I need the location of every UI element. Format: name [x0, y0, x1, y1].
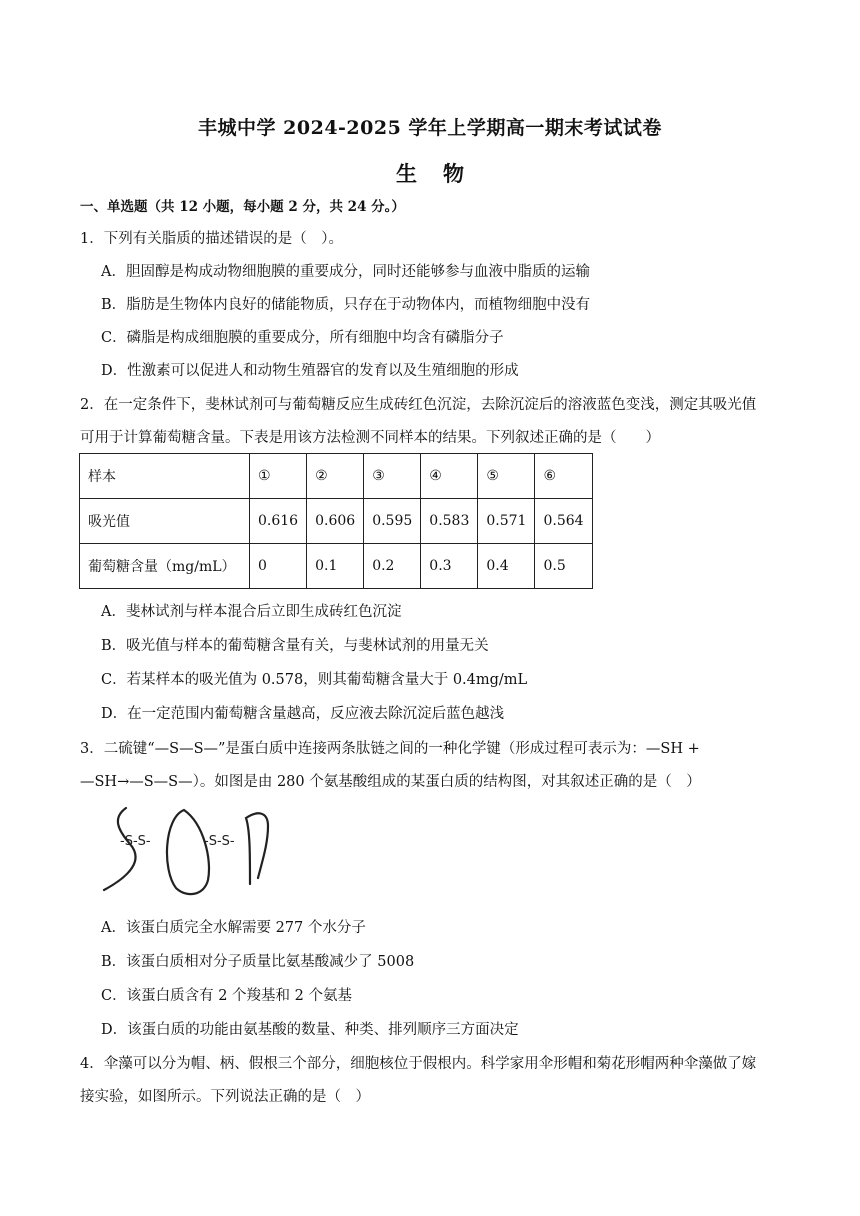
- table-cell: 0.1: [307, 544, 364, 589]
- absorbance-table: [79, 453, 593, 589]
- question-1-stem: 1．下列有关脂质的描述错误的是（ ）。: [80, 231, 343, 247]
- question-3-option-d: D．该蛋白质的功能由氨基酸的数量、种类、排列顺序三方面决定: [101, 1022, 519, 1038]
- peptide-chain-loop: [167, 810, 209, 894]
- question-4-stem-line2: 接实验，如图所示。下列说法正确的是（ ）: [80, 1089, 370, 1105]
- question-1-option-c: C．磷脂是构成细胞膜的重要成分，所有细胞中均含有磷脂分子: [101, 330, 504, 346]
- table-row: [80, 454, 593, 499]
- table-cell: 0.2: [364, 544, 421, 589]
- table-cell: ⑤: [478, 454, 535, 499]
- table-cell: 葡萄糖含量（mg/mL）: [80, 544, 250, 589]
- table-cell: 0: [250, 544, 307, 589]
- table-cell: ⑥: [535, 454, 592, 499]
- question-3-stem-line2: —SH→—S—S—）。如图是由 280 个氨基酸组成的某蛋白质的结构图，对其叙述正确的是（ ）: [80, 774, 701, 790]
- section-heading: 一、单选题（共 12 小题，每小题 2 分，共 24 分。）: [80, 199, 405, 215]
- question-2-stem-line2: 可用于计算葡萄糖含量。下表是用该方法检测不同样本的结果。下列叙述正确的是（ ）: [80, 430, 660, 446]
- disulfide-bond-label: -S-S-: [204, 834, 235, 849]
- table-cell: 0.5: [535, 544, 592, 589]
- peptide-chain-right: [246, 813, 268, 884]
- question-4-stem-line1: 4．伞藻可以分为帽、柄、假根三个部分，细胞核位于假根内。科学家用伞形帽和菊花形帽两种伞藻做了嫁: [80, 1056, 757, 1072]
- table-cell: 0.4: [478, 544, 535, 589]
- table-cell: ④: [421, 454, 478, 499]
- table-row: [80, 499, 593, 544]
- table-row: [80, 544, 593, 589]
- table-cell: ②: [307, 454, 364, 499]
- question-2-stem-line1: 2．在一定条件下，斐林试剂可与葡萄糖反应生成砖红色沉淀，去除沉淀后的溶液蓝色变浅，测定其吸光值: [80, 397, 757, 413]
- question-2-option-d: D．在一定范围内葡萄糖含量越高，反应液去除沉淀后蓝色越浅: [101, 706, 505, 722]
- question-2-option-b: B．吸光值与样本的葡萄糖含量有关，与斐林试剂的用量无关: [101, 638, 489, 654]
- table-cell: 0.3: [421, 544, 478, 589]
- table-cell: 0.595: [364, 499, 421, 544]
- protein-structure-figure: [100, 804, 280, 898]
- table-cell: 0.606: [307, 499, 364, 544]
- peptide-chain-left: [104, 808, 136, 890]
- question-3-option-a: A．该蛋白质完全水解需要 277 个水分子: [101, 920, 366, 936]
- disulfide-bond-label: -S-S-: [120, 834, 151, 849]
- table-cell: 0.616: [250, 499, 307, 544]
- table-cell: ③: [364, 454, 421, 499]
- question-1-option-d: D．性激素可以促进人和动物生殖器官的发育以及生殖细胞的形成: [101, 363, 519, 379]
- question-2-option-a: A．斐林试剂与样本混合后立即生成砖红色沉淀: [101, 604, 402, 620]
- table-cell: 0.571: [478, 499, 535, 544]
- subject-title: 生物: [396, 161, 490, 186]
- table-cell: 0.583: [421, 499, 478, 544]
- question-2-option-c: C．若某样本的吸光值为 0.578，则其葡萄糖含量大于 0.4mg/mL: [101, 672, 528, 688]
- exam-title: 丰城中学 2024-2025 学年上学期高一期末考试试卷: [198, 117, 662, 139]
- question-3-option-c: C．该蛋白质含有 2 个羧基和 2 个氨基: [101, 988, 352, 1004]
- question-1-option-b: B．脂肪是生物体内良好的储能物质，只存在于动物体内，而植物细胞中没有: [101, 297, 591, 313]
- table-cell: 吸光值: [80, 499, 250, 544]
- question-3-option-b: B．该蛋白质相对分子质量比氨基酸减少了 5008: [101, 954, 415, 970]
- table-cell: 样本: [80, 454, 250, 499]
- table-cell: ①: [250, 454, 307, 499]
- question-1-option-a: A．胆固醇是构成动物细胞膜的重要成分，同时还能够参与血液中脂质的运输: [101, 264, 590, 280]
- table-cell: 0.564: [535, 499, 592, 544]
- question-3-stem-line1: 3．二硫键“—S—S—”是蛋白质中连接两条肽链之间的一种化学键（形成过程可表示为：—SH +: [80, 741, 700, 757]
